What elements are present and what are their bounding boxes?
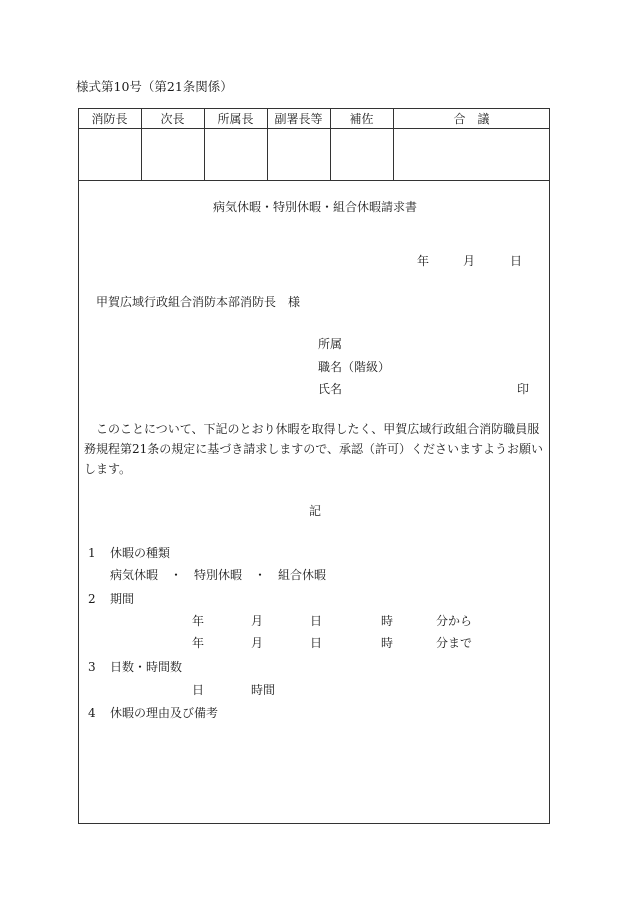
- item-2-number: 2: [88, 592, 96, 606]
- position-label: 職名（階級）: [318, 360, 391, 374]
- date-year-label: 年: [417, 254, 430, 268]
- approval-stamp-cell[interactable]: [205, 129, 267, 180]
- approval-table-bottom: [78, 180, 550, 181]
- period-to-year: 年: [192, 636, 205, 650]
- period-from-day: 日: [310, 614, 323, 628]
- period-to-day: 日: [310, 636, 323, 650]
- approval-header-department-head: 所属長: [217, 112, 254, 126]
- item-3-number: 3: [88, 660, 96, 674]
- addressee: 甲賀広域行政組合消防本部消防長 様: [96, 295, 301, 309]
- date-day-label: 日: [510, 254, 523, 268]
- approval-header-consultation: 合 議: [453, 112, 490, 126]
- approval-stamp-cell[interactable]: [79, 129, 141, 180]
- seal-mark: 印: [517, 382, 530, 396]
- approval-header-deputy-chief: 次長: [160, 112, 185, 126]
- period-to-hour: 時: [381, 636, 394, 650]
- period-from-year: 年: [192, 614, 205, 628]
- date-month-label: 月: [463, 254, 476, 268]
- period-from-month: 月: [251, 614, 264, 628]
- item-2-label: 期間: [110, 592, 135, 606]
- approval-stamp-cell[interactable]: [142, 129, 204, 180]
- item-4-number: 4: [88, 706, 96, 720]
- days-label: 日: [192, 683, 205, 697]
- document-title: 病気休暇・特別休暇・組合休暇請求書: [212, 200, 417, 214]
- approval-stamp-cell[interactable]: [394, 129, 549, 180]
- approval-header-fire-chief: 消防長: [91, 112, 128, 126]
- leave-type-options: 病気休暇 ・ 特別休暇 ・ 組合休暇: [110, 568, 327, 582]
- approval-header-deputy-station-chief: 副署長等: [274, 112, 323, 126]
- item-3-label: 日数・時間数: [110, 660, 183, 674]
- item-1-number: 1: [88, 546, 96, 560]
- period-from-minute: 分から: [436, 614, 473, 628]
- approval-stamp-cell[interactable]: [268, 129, 330, 180]
- affiliation-label: 所属: [318, 337, 343, 351]
- ki-heading: 記: [308, 504, 321, 518]
- approval-stamp-cell[interactable]: [331, 129, 393, 180]
- request-paragraph: このことについて、下記のとおり休暇を取得したく、甲賀広域行政組合消防職員服務規程第21条の規定に基づき請求しますので、承認（許可）くださいますようお願いします。: [84, 422, 544, 476]
- item-4-label: 休暇の理由及び備考: [110, 706, 219, 720]
- hours-label: 時間: [251, 683, 276, 697]
- approval-header-assistant: 補佐: [349, 112, 374, 126]
- item-1-label: 休暇の種類: [110, 546, 171, 560]
- form-number-label: 様式第10号（第21条関係）: [76, 79, 233, 94]
- name-label: 氏名: [318, 382, 343, 396]
- period-from-hour: 時: [381, 614, 394, 628]
- period-to-minute: 分まで: [436, 636, 473, 650]
- period-to-month: 月: [251, 636, 264, 650]
